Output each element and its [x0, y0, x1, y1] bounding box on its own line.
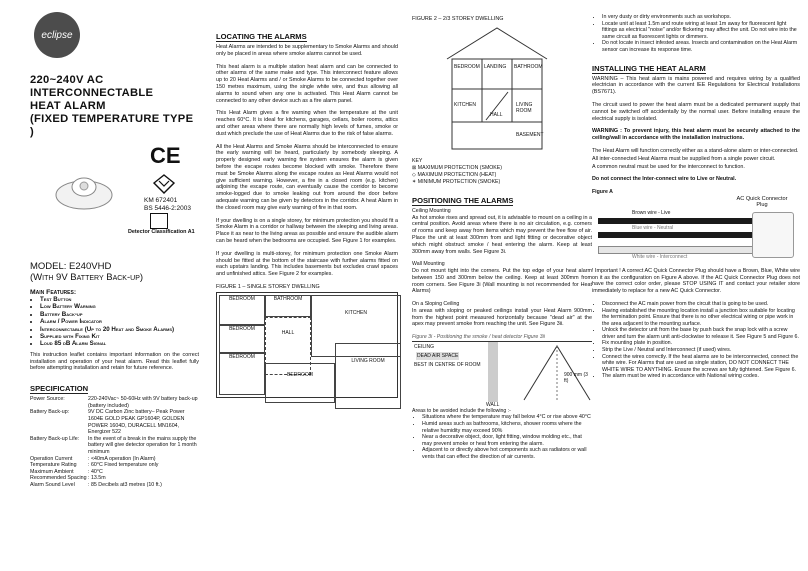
fig2-room-label: BATHROOM	[514, 64, 543, 70]
spec-row	[30, 462, 199, 469]
locating-para: Heat Alarms are intended to be supplementary to Smoke Alarms and should only be placed in areas where smoke alarms cannot be used.	[216, 44, 398, 57]
key-label: MAXIMUM PROTECTION (SMOKE)	[417, 165, 502, 171]
title-line: (FIXED TEMPERATURE TYPE )	[30, 113, 194, 138]
room-label: BEDROOM	[287, 371, 313, 378]
title-line: 220~240V AC	[30, 74, 104, 86]
key-label: MAXIMUM PROTECTION (HEAT)	[417, 172, 497, 178]
fig2-room-label: BASEMENT	[516, 132, 544, 138]
spec-row	[30, 396, 199, 409]
spec-value: : <40mA operation (In Alarm)	[88, 455, 156, 462]
fig3-label: DEAD AIR SPACE	[417, 352, 459, 359]
step-item: • Strip the Live / Neutral and Interconnect (if used) wires.	[602, 347, 800, 354]
model-number: MODEL: E240VHD	[30, 261, 112, 272]
avoid-item: • In very dusty or dirty environments such as workshops.	[602, 14, 800, 21]
locating-para: If your dwelling is on a single storey, for minimum protection you should fit a Smoke Alarm in a corridor or hallway between the sleeping and living areas. Place it as near to the living areas as possible and ensure the audible alarm can be heard when the bedrooms are occupied. See Figure 1 for examples.	[216, 217, 398, 244]
important-note: ! Important ! A correct AC Quick Connector Plug should have a Brown, Blue, White wire on it as the configuration on Figure A above. If the AC Quick Connector Plug does not have the correct color order, please STOP USING IT and contact your retailer store immediately to replace for a new AC Quick Connector.	[592, 267, 800, 295]
fig1-room	[219, 353, 265, 395]
installing-warning: WARNING : To prevent injury, this heat alarm must be securely attached to the ceiling/wall in accordance with the installation instructions.	[592, 128, 800, 142]
figureA-caption: Figure A	[592, 189, 613, 196]
locating-heading: LOCATING THE ALARMS	[216, 32, 307, 41]
spec-row	[30, 475, 199, 482]
avoid-item: • Near a decorative object, door, light fitting, window molding etc., that may prevent smoke or heat from entering the alarm.	[422, 434, 592, 447]
locating-para: This Heat Alarm gives a fire warning when the temperature at the unit reaches 60°C. It is ideal for kitchens, garages, cellars, boiler rooms, attics and other areas where there are normally high levels of fumes, smoke or dust which preclude the use of Heat Alarms due to the risk of false alarms.	[216, 110, 398, 137]
spec-heading: SPECIFICATION	[30, 384, 89, 394]
fig2-room-label: KITCHEN	[454, 102, 476, 108]
figure1-caption: FIGURE 1 – SINGLE STOREY DWELLING	[216, 283, 320, 290]
figure2-house	[412, 24, 592, 154]
step-item: • Fix mounting plate in position.	[602, 340, 800, 347]
avoid-item: • Humid areas such as bathrooms, kitchens, shower rooms where the relative humidity may exceed 90%	[422, 421, 592, 434]
figure1-floorplan	[216, 292, 398, 398]
step-item: • Disconnect the AC main power from the circuit that is going to be used.	[602, 301, 800, 308]
wire-label: Blue wire - Neutral	[632, 224, 674, 231]
key-heading: KEY	[412, 158, 423, 164]
brand-text: eclipse	[41, 29, 73, 41]
spec-table	[30, 396, 199, 488]
kitemark-standard: BS 5446-2:2003	[144, 204, 191, 212]
spec-row	[30, 469, 199, 476]
key-item: ⊠ MAXIMUM PROTECTION (SMOKE)	[412, 165, 502, 171]
feature-item: • Test Button	[40, 296, 199, 303]
heat-alarm-device-icon	[54, 169, 114, 213]
installing-para: The circuit used to power the heat alarm must be a dedicated permanent supply that cannot be switched off accidentally by the normal user. Before installing ensure the electrical supply is isolated.	[592, 101, 800, 122]
spec-key: Maximum Ambient	[30, 468, 74, 475]
product-image-area	[30, 139, 199, 261]
fig1-room	[335, 343, 401, 409]
feature-item: • Supplied with Fixing Kit	[40, 333, 199, 340]
spec-key: Battery Back-up Life:	[30, 435, 80, 442]
room-label: BEDROOM	[229, 353, 255, 360]
feature-item: • Alarm / Power Indicator	[40, 318, 199, 325]
installing-heading: INSTALLING THE HEAT ALARM	[592, 63, 706, 73]
fig3-label: 900 mm (3 ft)	[564, 371, 588, 384]
detector-class: Detector Classification A1	[128, 229, 195, 235]
avoid-heading: Areas to be avoided include the following :-	[412, 407, 511, 414]
ce-mark: CE	[150, 143, 181, 168]
step-item: • Unlock the detector unit from the base by push back the snap lock with a screw driver and turn the alarm unit anti-clockwise to release it. See Figure 5 and Figure 6.	[602, 327, 800, 340]
title-line: INTERCONNECTABLE	[30, 87, 154, 99]
ceiling-text: As hot smoke rises and spread out, it is advisable to mount on a ceiling in a central position. Avoid areas where there is no air circulation, e.g. corners of rooms and keep away from items which may prevent the free flow of air. Place the unit at least 300mm from and light fitting or decorative object which might obstruct smoke / heat entering the alarm. Keep at least 300mm away from walls. See Figure 3i.	[412, 214, 592, 255]
connector-label: AC Quick Connector Plug	[736, 195, 788, 208]
room-label: BEDROOM	[229, 325, 255, 332]
spec-row	[30, 409, 199, 435]
feature-item: • Battery Back-up	[40, 311, 199, 318]
feature-item: • Low Battery Warning	[40, 303, 199, 310]
brand-logo	[34, 12, 80, 58]
installing-para: All inter-connected Heat Alarms must be supplied from a single power circuit.	[592, 155, 776, 162]
spec-value: : 40°C	[88, 468, 103, 475]
step-item: • Connect the wires correctly. If the heat alarms are to be interconnected, connect the white wire. For Alarms that are used as single station, DO NOT CONNECT THE WHITE WIRE TO ANYTHING. Ensure the screws are fully tightened. See Figure 6.	[602, 354, 800, 374]
feature-item: • Loud 85 dB Alarm Signal	[40, 340, 199, 347]
room-label: BATHROOM	[273, 295, 303, 302]
avoid-item: • Do not locate in insect infested areas. Insects and contamination on the Heat Alarm sensor can increase its response time.	[602, 40, 800, 53]
fig3-label: BEST IN CENTRE OF ROOM	[414, 361, 481, 368]
brown-wire	[598, 218, 758, 224]
column-positioning	[408, 0, 596, 571]
key-item: ✶ MINIMUM PROTECTION (SMOKE)	[412, 179, 501, 185]
step-item: • The alarm must be wired in accordance with National wiring codes.	[602, 373, 800, 380]
blue-wire	[598, 232, 758, 238]
key-item: ◇ MAXIMUM PROTECTION (HEAT)	[412, 172, 497, 178]
spec-value: : 60°C Fixed temperature only	[88, 462, 159, 469]
figureA-connector	[592, 196, 800, 268]
ceiling-title: Ceiling Mounting	[412, 208, 451, 214]
figure3-diagram	[412, 341, 592, 408]
spec-key: Alarm Sound Level	[30, 481, 75, 488]
installation-steps	[592, 301, 800, 380]
spec-key: Temperature Rating	[30, 462, 77, 469]
connector-plug	[752, 212, 794, 258]
key-label: MINIMUM PROTECTION (SMOKE)	[417, 179, 501, 185]
locating-para: All the Heat Alarms and Smoke Alarms should be interconnected to ensure the early warning will be heard, particularly by somebody sleeping. A properly designed early warning fire system ensures the alarm is given before the escape routes become blocked with smoke. Therefore there must be Smoke Alarms along the escape routes as Heat Alarms would not give sufficient warning. However, a fire in a closed room (e.g. kitchen) adjoining the escape route, can eventually cause the corridor to become smoke-logged due to smoke leaking out from around the door before adequate warning can be given by detectors in the corridor. A heat Alarm in the closed room may give early warning of fire in that room.	[216, 143, 398, 211]
spec-key: Operation Current	[30, 455, 73, 462]
figure2-caption: FIGURE 2 – 2/3 STOREY DWELLING	[412, 16, 504, 22]
column-installing	[588, 0, 804, 571]
spec-key: Recommended Spacing	[30, 475, 87, 482]
wall-title: Wall Mounting	[412, 261, 445, 268]
positioning-heading: POSITIONING THE ALARMS	[412, 196, 514, 205]
fig3-label: WALL	[486, 401, 500, 408]
installing-para: A common neutral must be used for the interconnect to function.	[592, 163, 745, 170]
spec-key: Power Source:	[30, 396, 65, 403]
room-label: HALL	[281, 329, 295, 336]
room-label: LIVING ROOM	[351, 357, 385, 364]
wire-label: Brown wire - Live	[632, 209, 671, 216]
column-cover	[0, 0, 205, 571]
kitemark-number: KM 672401	[144, 197, 178, 204]
room-label: BEDROOM	[229, 295, 255, 302]
room-label: KITCHEN	[345, 309, 367, 316]
avoid-list	[412, 414, 592, 460]
locating-para: If your dwelling is multi-storey, for minimum protection one Smoke Alarm should be fitted at the bottom of the staircase with further alarms fitted on each upstairs landing. This includes basements but excludes crawl spaces and unfinished attics. See Figure 2 for examples.	[216, 250, 398, 278]
avoid-item: • Adjacent to or directly above hot components such as radiators or wall vents that can effect the direction of air currents.	[422, 447, 592, 460]
fig2-room-label: HALL	[490, 112, 503, 118]
wall-text: Do not mount tight into the corners. Put the top edge of your heat alarm between 150 and 300mm below the ceiling. Keep at least 300mm from room corners. See Figure 3i (Wall mounting is not recommended for Heat Alarms)	[412, 267, 592, 295]
spec-row	[30, 482, 199, 489]
kitemark-icon	[152, 173, 176, 195]
spec-value: : 13.5m	[88, 475, 106, 482]
detector-class-box	[150, 213, 168, 229]
spec-value: 220-240Vac~ 50-60Hz with 9V battery back-up (battery included)	[88, 396, 198, 409]
installing-para: WARNING – This heat alarm is mains powered and requires wiring by a qualified electrician in accordance with the current IEE Regulations for Electrical Installations (BS7671).	[592, 75, 800, 96]
intro-text: This instruction leaflet contains important information on the correct installation and operation of your heat alarm. Read this leaflet fully before attempting installation and retain for future reference.	[30, 351, 199, 372]
spec-key: Battery Back-up:	[30, 409, 70, 416]
fig2-room-label: LIVING ROOM	[516, 102, 533, 114]
feature-item: • Interconnectable (Up to 20 Heat and Smoke Alarms)	[40, 326, 199, 333]
slope-title: On a Sloping Ceiling	[412, 301, 460, 308]
model-subtitle: (With 9V Battery Back-up)	[30, 272, 144, 283]
fig1-room	[265, 295, 311, 317]
installing-para: The Heat Alarm will function correctly either as a stand-alone alarm or inter-connected.	[592, 147, 799, 154]
kitemark-text	[144, 197, 191, 212]
fig2-room-label: LANDING	[484, 64, 507, 70]
wire-label: White wire - Interconnect	[632, 253, 688, 260]
avoid-item: • Situations where the temperature may fall below 4°C or rise above 40°C	[422, 414, 592, 421]
model-block	[30, 261, 199, 283]
fig1-room	[219, 325, 265, 353]
locating-para: This heat alarm is a multiple station heat alarm and can be connected to other alarms of the same make and type. This interconnect feature allows up to 20 Heat Alarms and / or Smoke Alarms to be connected together over 150 metres maximum, using the single white wire, and thus allowing all alarms to sound when any one is activated. This Heat Alarm cannot be connected to any other device such as a fire alarm panel.	[216, 63, 398, 104]
fig1-room	[265, 363, 335, 403]
spec-value: : 85 Decibels at3 metres (10 ft.)	[88, 481, 162, 488]
spec-value: 9V DC Carbon Zinc battery– Peak Power 1604E GOLD PEAK GP1604P, GOLDEN POWER 1604D, DURACELL MN1604, Energizer 522	[88, 409, 185, 436]
fig3-label: CEILING	[414, 343, 435, 350]
white-wire	[598, 246, 760, 254]
avoid-list-cont	[592, 14, 800, 54]
slope-text: In areas with sloping or peaked ceilings install your Heat Alarm 900mm from the highest point measured horizontally because "dead air" at the apex may prevent smoke from reaching the unit. See Figure 3ii.	[412, 307, 592, 328]
key-legend	[412, 158, 592, 186]
fig1-room	[219, 295, 265, 325]
figure3-caption: Figure 3i - Positioning the smoke / heat detector Figure 3ii	[412, 334, 545, 341]
product-title	[30, 74, 199, 139]
title-line: HEAT ALARM	[30, 100, 106, 112]
installing-bold-note: Do not connect the Inter-connect wire to Live or Neutral.	[592, 176, 737, 183]
avoid-item: • Locate unit at least 1.5m and route wiring at least 1m away for fluorescent light fittings as electrical "noise" and/or flickering may affect the unit. Do not wire into the same circuit as fluorescent lights or dimmers.	[602, 21, 800, 41]
spec-value: In the event of a break in the mains supply the battery will give detector operation for 1 month minimum	[88, 435, 197, 455]
features-list	[30, 296, 199, 348]
column-locating	[212, 0, 402, 571]
fig2-room-label: BEDROOM	[454, 64, 480, 70]
step-item: • Having established the mounting location install a junction box suitable for locating the termination point. Ensure that there is no other electrical wiring or pipe work in the area adjacent to the mounting surface.	[602, 308, 800, 328]
fig3-wall	[488, 342, 498, 402]
features-heading: Main Features:	[30, 289, 77, 296]
spec-row	[30, 436, 199, 456]
spec-row	[30, 456, 199, 463]
